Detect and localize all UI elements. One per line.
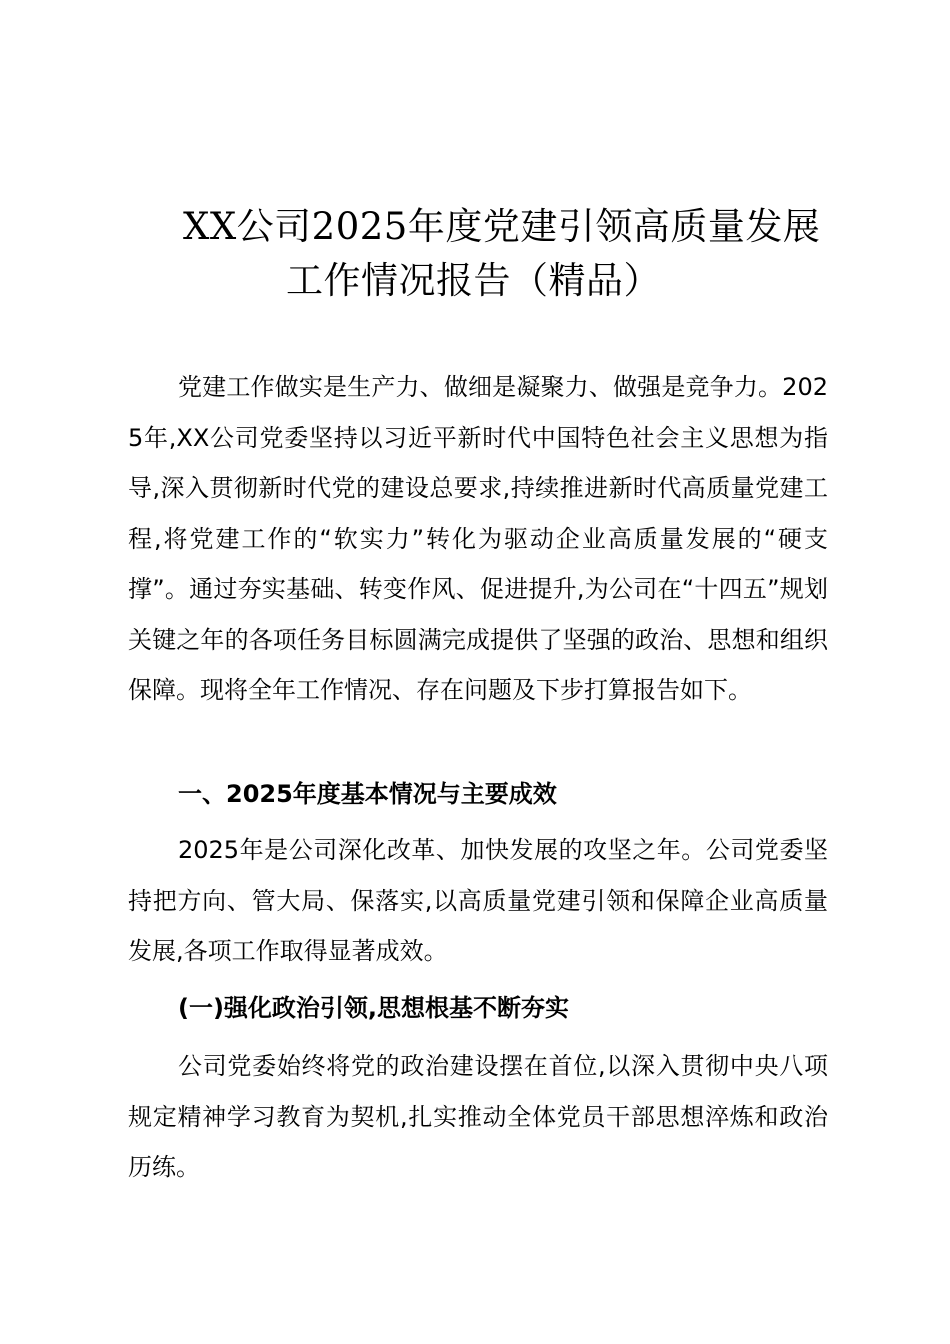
subsection-1-paragraph: 公司党委始终将党的政治建设摆在首位,以深入贯彻中央八项规定精神学习教育为契机,扎实推动全体党员干部思想淬炼和政治历练。 bbox=[128, 1052, 828, 1181]
section-1-paragraph: 2025年是公司深化改革、加快发展的攻坚之年。公司党委坚持把方向、管大局、保落实,以高质量党建引领和保障企业高质量发展,各项工作取得显著成效。 bbox=[128, 836, 828, 965]
document-title-line-2: 工作情况报告（精品） bbox=[286, 259, 661, 302]
document-title-line-1: XX公司2025年度党建引领高质量发展 bbox=[183, 205, 821, 248]
intro-paragraph: 党建工作做实是生产力、做细是凝聚力、做强是竞争力。2025年,XX公司党委坚持以习近平新时代中国特色社会主义思想为指导,深入贯彻新时代党的建设总要求,持续推进新时代高质量党建工程,将党建工作的“软实力”转化为驱动企业高质量发展的“硬支撑”。通过夯实基础、转变作风、促进提升,为公司在“十四五”规划关键之年的各项任务目标圆满完成提供了坚强的政治、思想和组织保障。现将全年工作情况、存在问题及下步打算报告如下。 bbox=[128, 373, 828, 704]
section-heading-1: 一、2025年度基本情况与主要成效 bbox=[178, 780, 557, 808]
subsection-heading-1: (一)强化政治引领,思想根基不断夯实 bbox=[178, 994, 570, 1022]
